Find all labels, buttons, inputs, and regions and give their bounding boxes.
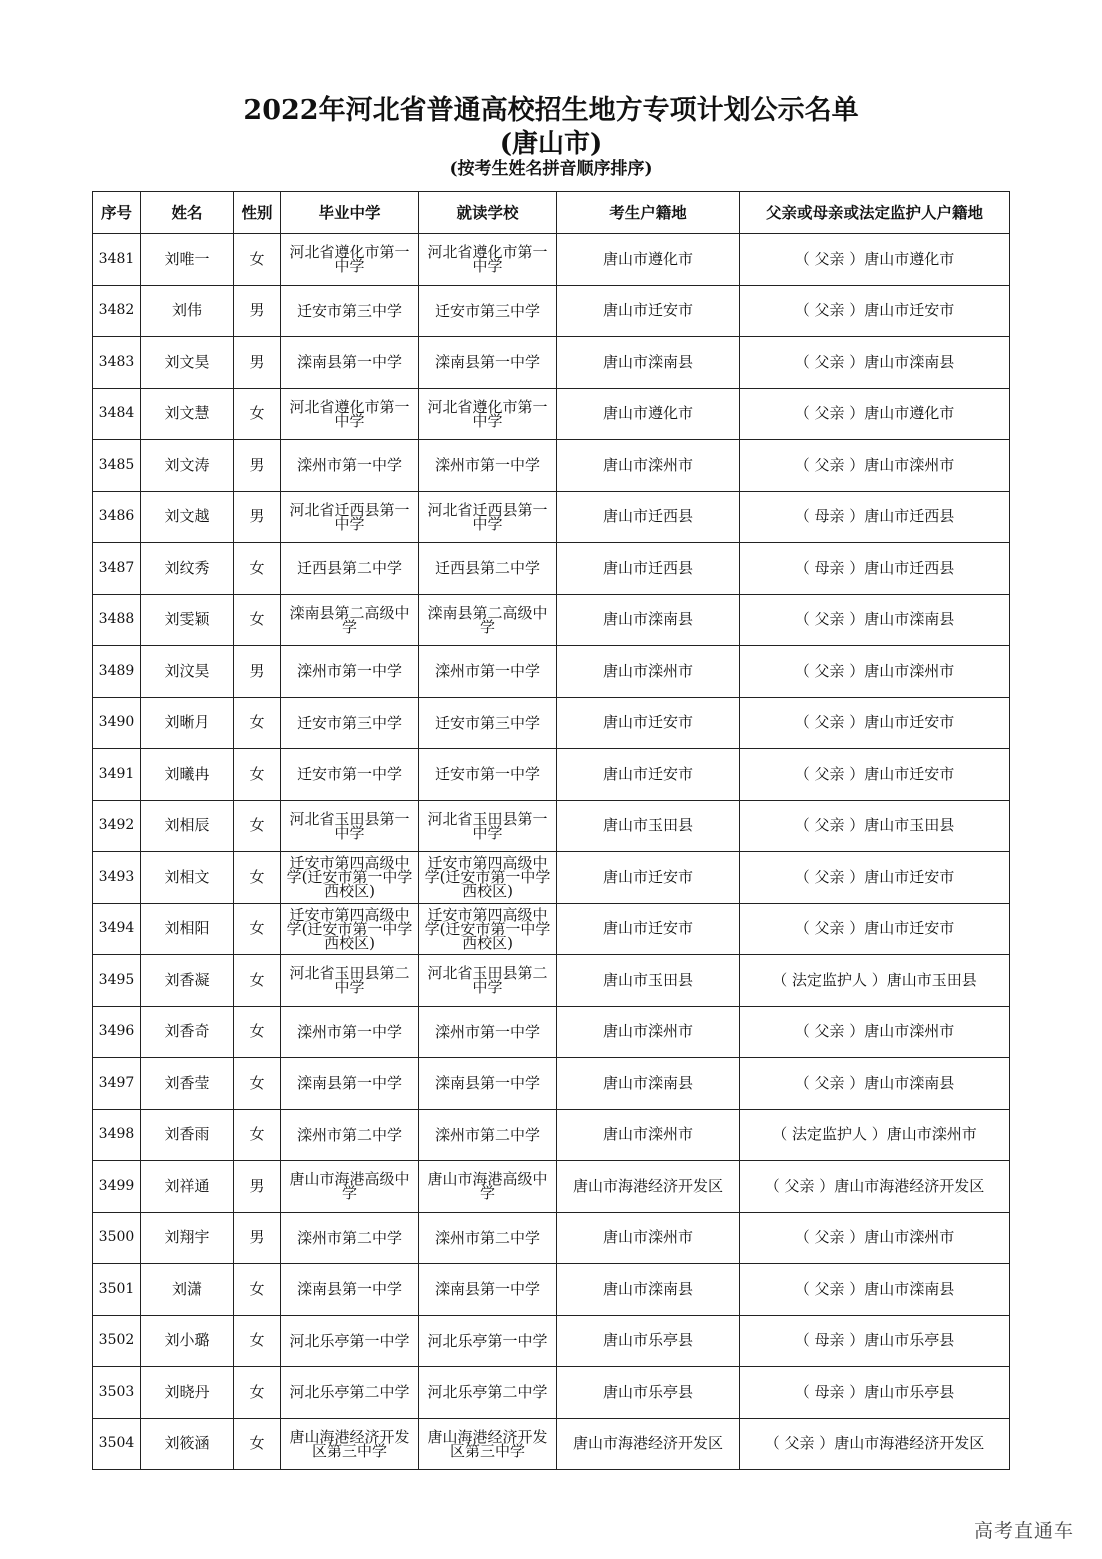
cell-guardian-residence: （ 父亲 ）唐山市迁安市 bbox=[740, 285, 1010, 337]
cell-graduation-school: 河北省玉田县第一中学 bbox=[281, 800, 419, 852]
cell-guardian-residence: （ 父亲 ）唐山市滦南县 bbox=[740, 337, 1010, 389]
cell-student-residence: 唐山市滦南县 bbox=[557, 1058, 740, 1110]
cell-seq: 3483 bbox=[93, 337, 141, 389]
cell-guardian-residence: （ 父亲 ）唐山市迁安市 bbox=[740, 852, 1010, 904]
table-row bbox=[93, 1058, 1010, 1110]
cell-guardian-residence: （ 父亲 ）唐山市海港经济开发区 bbox=[740, 1161, 1010, 1213]
cell-graduation-school: 滦州市第一中学 bbox=[281, 1006, 419, 1058]
cell-graduation-school: 滦南县第一中学 bbox=[281, 337, 419, 389]
cell-graduation-school: 迁安市第三中学 bbox=[281, 285, 419, 337]
cell-current-school: 滦州市第一中学 bbox=[419, 1006, 557, 1058]
table-row bbox=[93, 388, 1010, 440]
table-header-row bbox=[93, 192, 1010, 234]
cell-current-school: 迁安市第四高级中学(迁安市第一中学西校区) bbox=[419, 903, 557, 955]
cell-student-residence: 唐山市玉田县 bbox=[557, 800, 740, 852]
cell-graduation-school: 滦州市第一中学 bbox=[281, 646, 419, 698]
cell-gender: 男 bbox=[234, 440, 281, 492]
cell-student-residence: 唐山市滦州市 bbox=[557, 1109, 740, 1161]
table-row bbox=[93, 852, 1010, 904]
cell-student-residence: 唐山市迁安市 bbox=[557, 903, 740, 955]
cell-name: 刘小璐 bbox=[141, 1315, 234, 1367]
cell-seq: 3489 bbox=[93, 646, 141, 698]
cell-seq: 3495 bbox=[93, 955, 141, 1007]
cell-student-residence: 唐山市乐亭县 bbox=[557, 1315, 740, 1367]
cell-name: 刘晓丹 bbox=[141, 1367, 234, 1419]
cell-guardian-residence: （ 母亲 ）唐山市乐亭县 bbox=[740, 1315, 1010, 1367]
table-row bbox=[93, 749, 1010, 801]
table-row bbox=[93, 1006, 1010, 1058]
cell-guardian-residence: （ 父亲 ）唐山市迁安市 bbox=[740, 903, 1010, 955]
cell-current-school: 滦南县第一中学 bbox=[419, 1264, 557, 1316]
cell-graduation-school: 唐山海港经济开发区第三中学 bbox=[281, 1418, 419, 1470]
cell-current-school: 滦州市第二中学 bbox=[419, 1109, 557, 1161]
cell-guardian-residence: （ 父亲 ）唐山市迁安市 bbox=[740, 749, 1010, 801]
table-row bbox=[93, 1212, 1010, 1264]
cell-gender: 女 bbox=[234, 388, 281, 440]
cell-graduation-school: 迁安市第一中学 bbox=[281, 749, 419, 801]
header-student-residence: 考生户籍地 bbox=[557, 192, 740, 234]
cell-guardian-residence: （ 法定监护人 ）唐山市玉田县 bbox=[740, 955, 1010, 1007]
cell-current-school: 滦南县第一中学 bbox=[419, 337, 557, 389]
cell-gender: 男 bbox=[234, 646, 281, 698]
cell-name: 刘香雨 bbox=[141, 1109, 234, 1161]
cell-guardian-residence: （ 父亲 ）唐山市滦州市 bbox=[740, 646, 1010, 698]
cell-name: 刘汶昊 bbox=[141, 646, 234, 698]
cell-gender: 男 bbox=[234, 1212, 281, 1264]
cell-graduation-school: 滦南县第一中学 bbox=[281, 1058, 419, 1110]
page-title: 2022年河北省普通高校招生地方专项计划公示名单 bbox=[243, 95, 859, 126]
cell-guardian-residence: （ 父亲 ）唐山市滦州市 bbox=[740, 1006, 1010, 1058]
table-row bbox=[93, 955, 1010, 1007]
cell-guardian-residence: （ 父亲 ）唐山市滦南县 bbox=[740, 1264, 1010, 1316]
table-row bbox=[93, 543, 1010, 595]
cell-seq: 3491 bbox=[93, 749, 141, 801]
cell-name: 刘文慧 bbox=[141, 388, 234, 440]
cell-seq: 3482 bbox=[93, 285, 141, 337]
cell-seq: 3485 bbox=[93, 440, 141, 492]
cell-current-school: 河北省遵化市第一中学 bbox=[419, 388, 557, 440]
cell-guardian-residence: （ 父亲 ）唐山市遵化市 bbox=[740, 388, 1010, 440]
table-row bbox=[93, 1264, 1010, 1316]
cell-current-school: 滦南县第一中学 bbox=[419, 1058, 557, 1110]
cell-name: 刘伟 bbox=[141, 285, 234, 337]
cell-name: 刘文越 bbox=[141, 491, 234, 543]
cell-student-residence: 唐山市滦南县 bbox=[557, 594, 740, 646]
cell-gender: 女 bbox=[234, 543, 281, 595]
cell-seq: 3499 bbox=[93, 1161, 141, 1213]
cell-seq: 3493 bbox=[93, 852, 141, 904]
cell-name: 刘香莹 bbox=[141, 1058, 234, 1110]
cell-student-residence: 唐山市迁安市 bbox=[557, 697, 740, 749]
cell-graduation-school: 唐山市海港高级中学 bbox=[281, 1161, 419, 1213]
cell-name: 刘筱涵 bbox=[141, 1418, 234, 1470]
table-row bbox=[93, 234, 1010, 286]
table-row bbox=[93, 1367, 1010, 1419]
cell-graduation-school: 河北省迁西县第一中学 bbox=[281, 491, 419, 543]
header-graduation-school: 毕业中学 bbox=[281, 192, 419, 234]
table-row bbox=[93, 1109, 1010, 1161]
cell-name: 刘潇 bbox=[141, 1264, 234, 1316]
cell-name: 刘相文 bbox=[141, 852, 234, 904]
cell-seq: 3494 bbox=[93, 903, 141, 955]
cell-gender: 男 bbox=[234, 337, 281, 389]
cell-current-school: 河北乐亭第二中学 bbox=[419, 1367, 557, 1419]
cell-name: 刘曦冉 bbox=[141, 749, 234, 801]
cell-guardian-residence: （ 父亲 ）唐山市滦州市 bbox=[740, 440, 1010, 492]
cell-student-residence: 唐山市迁西县 bbox=[557, 491, 740, 543]
cell-current-school: 河北省遵化市第一中学 bbox=[419, 234, 557, 286]
cell-name: 刘祥通 bbox=[141, 1161, 234, 1213]
cell-current-school: 滦州市第一中学 bbox=[419, 440, 557, 492]
cell-seq: 3487 bbox=[93, 543, 141, 595]
cell-guardian-residence: （ 法定监护人 ）唐山市滦州市 bbox=[740, 1109, 1010, 1161]
cell-graduation-school: 河北乐亭第一中学 bbox=[281, 1315, 419, 1367]
cell-current-school: 唐山市海港高级中学 bbox=[419, 1161, 557, 1213]
table-row bbox=[93, 697, 1010, 749]
cell-current-school: 迁安市第三中学 bbox=[419, 285, 557, 337]
cell-seq: 3496 bbox=[93, 1006, 141, 1058]
cell-student-residence: 唐山市滦州市 bbox=[557, 646, 740, 698]
table-row bbox=[93, 285, 1010, 337]
cell-name: 刘晰月 bbox=[141, 697, 234, 749]
cell-gender: 女 bbox=[234, 1109, 281, 1161]
table-row bbox=[93, 337, 1010, 389]
cell-current-school: 迁安市第三中学 bbox=[419, 697, 557, 749]
cell-gender: 女 bbox=[234, 594, 281, 646]
cell-name: 刘香凝 bbox=[141, 955, 234, 1007]
cell-gender: 女 bbox=[234, 697, 281, 749]
header-current-school: 就读学校 bbox=[419, 192, 557, 234]
cell-name: 刘相阳 bbox=[141, 903, 234, 955]
cell-graduation-school: 迁西县第二中学 bbox=[281, 543, 419, 595]
table-row bbox=[93, 800, 1010, 852]
cell-gender: 男 bbox=[234, 1161, 281, 1213]
cell-current-school: 迁安市第四高级中学(迁安市第一中学西校区) bbox=[419, 852, 557, 904]
cell-graduation-school: 滦州市第一中学 bbox=[281, 440, 419, 492]
cell-gender: 女 bbox=[234, 1367, 281, 1419]
cell-gender: 女 bbox=[234, 1315, 281, 1367]
header-guardian-residence: 父亲或母亲或法定监护人户籍地 bbox=[740, 192, 1010, 234]
cell-current-school: 滦州市第二中学 bbox=[419, 1212, 557, 1264]
cell-student-residence: 唐山市滦州市 bbox=[557, 1006, 740, 1058]
cell-current-school: 河北省玉田县第一中学 bbox=[419, 800, 557, 852]
cell-current-school: 河北省玉田县第二中学 bbox=[419, 955, 557, 1007]
cell-guardian-residence: （ 母亲 ）唐山市迁西县 bbox=[740, 543, 1010, 595]
cell-graduation-school: 滦南县第二高级中学 bbox=[281, 594, 419, 646]
watermark-text: 高考直通车 bbox=[973, 1520, 1074, 1542]
table-row bbox=[93, 646, 1010, 698]
cell-current-school: 迁西县第二中学 bbox=[419, 543, 557, 595]
cell-guardian-residence: （ 父亲 ）唐山市滦南县 bbox=[740, 1058, 1010, 1110]
cell-seq: 3497 bbox=[93, 1058, 141, 1110]
table-row bbox=[93, 491, 1010, 543]
cell-current-school: 迁安市第一中学 bbox=[419, 749, 557, 801]
cell-student-residence: 唐山市迁安市 bbox=[557, 749, 740, 801]
cell-name: 刘纹秀 bbox=[141, 543, 234, 595]
cell-student-residence: 唐山市迁安市 bbox=[557, 285, 740, 337]
cell-gender: 女 bbox=[234, 800, 281, 852]
cell-seq: 3481 bbox=[93, 234, 141, 286]
cell-gender: 男 bbox=[234, 285, 281, 337]
cell-seq: 3503 bbox=[93, 1367, 141, 1419]
header-name: 姓名 bbox=[141, 192, 234, 234]
table-row bbox=[93, 903, 1010, 955]
cell-gender: 男 bbox=[234, 491, 281, 543]
cell-gender: 女 bbox=[234, 903, 281, 955]
cell-gender: 女 bbox=[234, 1418, 281, 1470]
table-row bbox=[93, 440, 1010, 492]
cell-name: 刘雯颖 bbox=[141, 594, 234, 646]
cell-gender: 女 bbox=[234, 1006, 281, 1058]
cell-name: 刘翔宇 bbox=[141, 1212, 234, 1264]
page-subtitle-city: (唐山市) bbox=[499, 129, 603, 159]
table-row bbox=[93, 1315, 1010, 1367]
cell-seq: 3501 bbox=[93, 1264, 141, 1316]
cell-current-school: 河北省迁西县第一中学 bbox=[419, 491, 557, 543]
cell-seq: 3486 bbox=[93, 491, 141, 543]
cell-name: 刘相辰 bbox=[141, 800, 234, 852]
cell-seq: 3504 bbox=[93, 1418, 141, 1470]
cell-graduation-school: 河北省玉田县第二中学 bbox=[281, 955, 419, 1007]
cell-guardian-residence: （ 父亲 ）唐山市滦南县 bbox=[740, 594, 1010, 646]
cell-current-school: 河北乐亭第一中学 bbox=[419, 1315, 557, 1367]
header-gender: 性别 bbox=[234, 192, 281, 234]
cell-seq: 3492 bbox=[93, 800, 141, 852]
cell-gender: 女 bbox=[234, 852, 281, 904]
cell-student-residence: 唐山市乐亭县 bbox=[557, 1367, 740, 1419]
cell-student-residence: 唐山市海港经济开发区 bbox=[557, 1418, 740, 1470]
table-row bbox=[93, 594, 1010, 646]
cell-guardian-residence: （ 父亲 ）唐山市滦州市 bbox=[740, 1212, 1010, 1264]
cell-student-residence: 唐山市遵化市 bbox=[557, 234, 740, 286]
cell-seq: 3502 bbox=[93, 1315, 141, 1367]
cell-gender: 女 bbox=[234, 234, 281, 286]
cell-guardian-residence: （ 父亲 ）唐山市玉田县 bbox=[740, 800, 1010, 852]
cell-current-school: 唐山海港经济开发区第三中学 bbox=[419, 1418, 557, 1470]
cell-student-residence: 唐山市滦南县 bbox=[557, 1264, 740, 1316]
cell-graduation-school: 滦南县第一中学 bbox=[281, 1264, 419, 1316]
cell-gender: 女 bbox=[234, 955, 281, 1007]
cell-guardian-residence: （ 父亲 ）唐山市海港经济开发区 bbox=[740, 1418, 1010, 1470]
table-row bbox=[93, 1418, 1010, 1470]
table-row bbox=[93, 1161, 1010, 1213]
cell-graduation-school: 河北乐亭第二中学 bbox=[281, 1367, 419, 1419]
cell-gender: 女 bbox=[234, 1058, 281, 1110]
cell-guardian-residence: （ 父亲 ）唐山市迁安市 bbox=[740, 697, 1010, 749]
page-sort-note: (按考生姓名拼音顺序排序) bbox=[449, 159, 653, 179]
cell-seq: 3498 bbox=[93, 1109, 141, 1161]
cell-guardian-residence: （ 母亲 ）唐山市乐亭县 bbox=[740, 1367, 1010, 1419]
cell-student-residence: 唐山市海港经济开发区 bbox=[557, 1161, 740, 1213]
cell-guardian-residence: （ 母亲 ）唐山市迁西县 bbox=[740, 491, 1010, 543]
cell-graduation-school: 滦州市第二中学 bbox=[281, 1212, 419, 1264]
cell-graduation-school: 滦州市第二中学 bbox=[281, 1109, 419, 1161]
cell-name: 刘文涛 bbox=[141, 440, 234, 492]
cell-seq: 3484 bbox=[93, 388, 141, 440]
cell-graduation-school: 河北省遵化市第一中学 bbox=[281, 388, 419, 440]
cell-seq: 3488 bbox=[93, 594, 141, 646]
admission-list-table bbox=[92, 191, 1010, 1470]
cell-current-school: 滦南县第二高级中学 bbox=[419, 594, 557, 646]
cell-student-residence: 唐山市迁安市 bbox=[557, 852, 740, 904]
cell-student-residence: 唐山市遵化市 bbox=[557, 388, 740, 440]
cell-name: 刘唯一 bbox=[141, 234, 234, 286]
cell-current-school: 滦州市第一中学 bbox=[419, 646, 557, 698]
cell-student-residence: 唐山市玉田县 bbox=[557, 955, 740, 1007]
cell-graduation-school: 河北省遵化市第一中学 bbox=[281, 234, 419, 286]
cell-guardian-residence: （ 父亲 ）唐山市遵化市 bbox=[740, 234, 1010, 286]
cell-graduation-school: 迁安市第四高级中学(迁安市第一中学西校区) bbox=[281, 852, 419, 904]
cell-student-residence: 唐山市滦州市 bbox=[557, 440, 740, 492]
cell-seq: 3490 bbox=[93, 697, 141, 749]
cell-seq: 3500 bbox=[93, 1212, 141, 1264]
cell-gender: 女 bbox=[234, 749, 281, 801]
cell-graduation-school: 迁安市第四高级中学(迁安市第一中学西校区) bbox=[281, 903, 419, 955]
cell-name: 刘文昊 bbox=[141, 337, 234, 389]
header-seq: 序号 bbox=[93, 192, 141, 234]
table-body bbox=[93, 234, 1010, 1470]
cell-student-residence: 唐山市迁西县 bbox=[557, 543, 740, 595]
cell-gender: 女 bbox=[234, 1264, 281, 1316]
cell-student-residence: 唐山市滦南县 bbox=[557, 337, 740, 389]
cell-student-residence: 唐山市滦州市 bbox=[557, 1212, 740, 1264]
cell-graduation-school: 迁安市第三中学 bbox=[281, 697, 419, 749]
cell-name: 刘香奇 bbox=[141, 1006, 234, 1058]
